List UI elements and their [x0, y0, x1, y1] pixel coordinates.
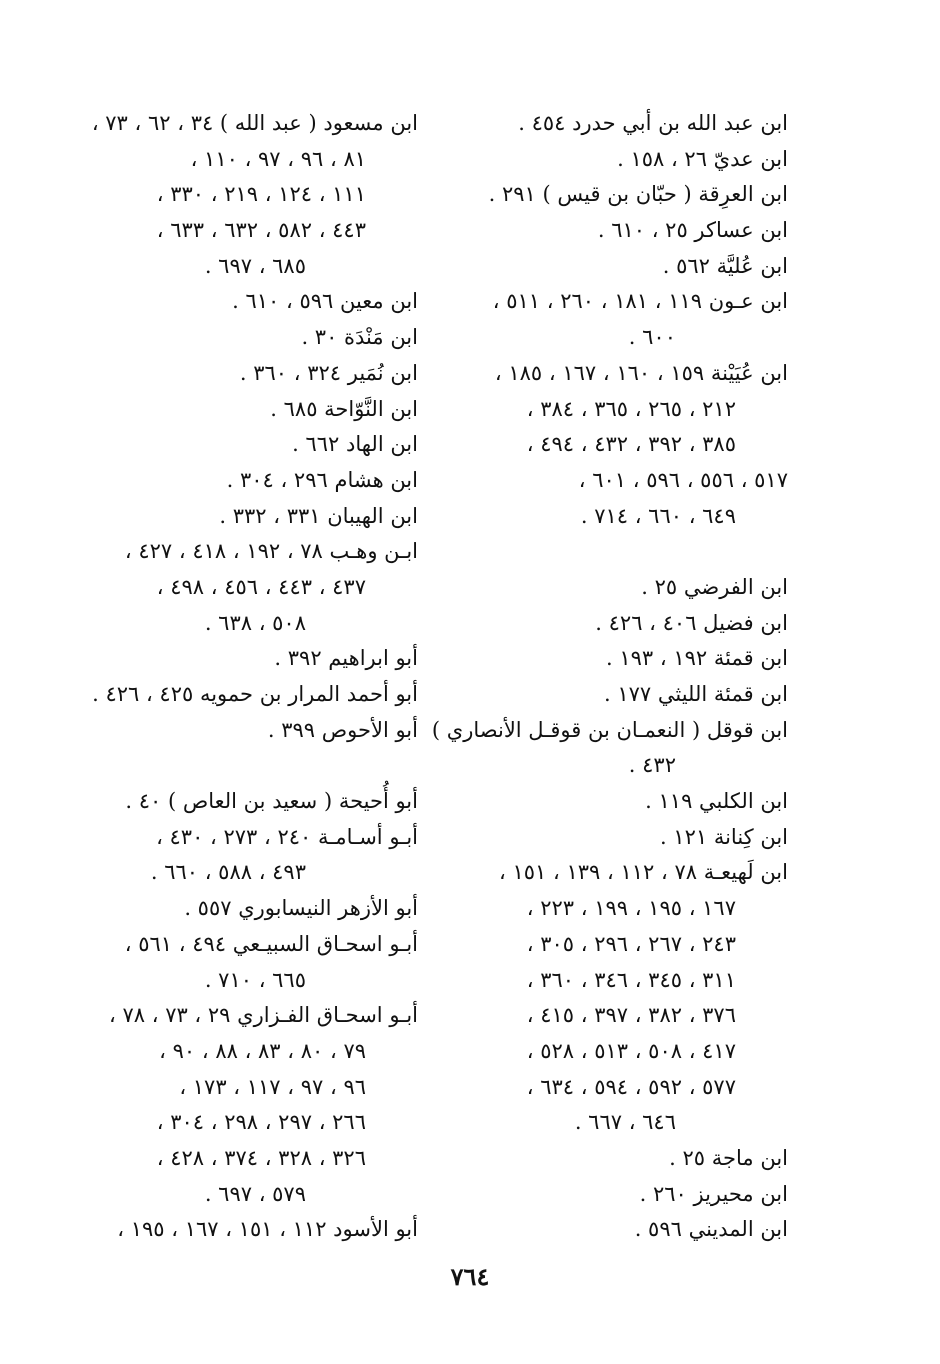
- index-entry-continuation: ٣١١ ، ٣٤٥ ، ٣٤٦ ، ٣٦٠ ،: [526, 967, 736, 992]
- index-entry-continuation: ٣٨٥ ، ٣٩٢ ، ٤٣٢ ، ٤٩٤ ،: [526, 432, 736, 457]
- index-entry-continuation: ٣٢٦ ، ٣٢٨ ، ٣٧٤ ، ٤٢٨ ،: [156, 1145, 366, 1170]
- index-entry-continuation: ٤٣٢ .: [628, 753, 676, 778]
- index-entry-continuation: ١١١ ، ١٢٤ ، ٢١٩ ، ٣٣٠ ،: [156, 182, 366, 207]
- index-entry: أبو أُحيحة ( سعيد بن العاص ) ٤٠ .: [125, 789, 418, 814]
- index-entry: ابن العرِقة ( حبّان بن قيس ) ٢٩١ .: [488, 182, 788, 207]
- index-entry: ابن معين ٥٩٦ ، ٦١٠ .: [232, 289, 418, 314]
- index-entry: أبو الأسود ١١٢ ، ١٥١ ، ١٦٧ ، ١٩٥ ،: [117, 1217, 418, 1242]
- index-entry: ابن قمئة ١٩٢ ، ١٩٣ .: [606, 646, 788, 671]
- index-spacer: [453, 534, 788, 570]
- index-entry-continuation: ٧٩ ، ٨٠ ، ٨٣ ، ٨٨ ، ٩٠ ،: [159, 1038, 366, 1063]
- index-entry: ابن هشام ٢٩٦ ، ٣٠٤ .: [226, 467, 418, 492]
- index-entry: ابن عساكر ٢٥ ، ٦١٠ .: [597, 218, 788, 243]
- index-entry: أبو ابراهيم ٣٩٢ .: [274, 646, 418, 671]
- index-entry: ابن قوقل ( النعمـان بن قوقـل الأنصاري ): [431, 717, 788, 742]
- index-entry-continuation: ٥١٧ ، ٥٥٦ ، ٥٩٦ ، ٦٠١ ،: [578, 467, 788, 492]
- index-entry: ابن قمئة الليثي ١٧٧ .: [603, 682, 788, 706]
- index-entry-continuation: ١٦٧ ، ١٩٥ ، ١٩٩ ، ٢٢٣ ،: [526, 896, 736, 921]
- index-entry: أبـو أسـامـة ٢٤٠ ، ٢٧٣ ، ٤٣٠ ،: [156, 824, 418, 849]
- index-entry-continuation: ٨١ ، ٩٦ ، ٩٧ ، ١١٠ ،: [190, 146, 366, 171]
- index-entry: أبو الأحوص ٣٩٩ .: [267, 717, 418, 742]
- index-entry: ابن ماجة ٢٥ .: [669, 1145, 788, 1170]
- index-entry-continuation: ٥٠٨ ، ٦٣٨ .: [204, 610, 306, 635]
- index-entry-continuation: ٢١٢ ، ٢٦٥ ، ٣٦٥ ، ٣٨٤ ،: [526, 396, 736, 421]
- index-entry: ابن النَّوّاحة ٦٨٥ .: [270, 396, 418, 421]
- index-entry: ابن الهاد ٦٦٢ .: [292, 432, 418, 457]
- index-entry: ابن الهيبان ٣٣١ ، ٣٣٢ .: [219, 503, 418, 528]
- index-column-right: [431, 106, 788, 1248]
- index-entry: ابن مسعود ( عبد الله ) ٣٤ ، ٦٢ ، ٧٣ ،: [91, 111, 418, 135]
- index-entry: أبو الأزهر النيسابوري ٥٥٧ .: [184, 896, 418, 921]
- index-entry: ابن لَهيعـة ٧٨ ، ١١٢ ، ١٣٩ ، ١٥١ ،: [499, 860, 788, 885]
- index-entry: ابن نُمَير ٣٢٤ ، ٣٦٠ .: [239, 360, 418, 385]
- index-entry: ابن عُليَّة ٥٦٢ .: [662, 253, 788, 278]
- index-spacer: [93, 748, 418, 784]
- index-entry-continuation: ٤٤٣ ، ٥٨٢ ، ٦٣٢ ، ٦٣٣ ،: [156, 218, 366, 243]
- page-number: ٧٦٤: [450, 1262, 490, 1291]
- index-entry: ابن الكلبي ١١٩ .: [645, 789, 788, 814]
- index-entry: ابن عديّ ٢٦ ، ١٥٨ .: [617, 146, 788, 171]
- index-entry-continuation: ٦٤٦ ، ٦٦٧ .: [574, 1110, 676, 1135]
- index-entry: أبـو اسحـاق الفـزاري ٢٩ ، ٧٣ ، ٧٨ ،: [109, 1003, 418, 1028]
- index-entry-continuation: ٥٧٧ ، ٥٩٢ ، ٥٩٤ ، ٦٣٤ ،: [526, 1074, 736, 1099]
- index-entry-continuation: ٦٦٥ ، ٧١٠ .: [204, 967, 306, 992]
- index-entry: ابن محيريز ٢٦٠ .: [639, 1181, 788, 1206]
- index-entry: ابن الفرضي ٢٥ .: [641, 574, 788, 599]
- index-entry-continuation: ٢٤٣ ، ٢٦٧ ، ٢٩٦ ، ٣٠٥ ،: [526, 931, 736, 956]
- index-entry-continuation: ٦٨٥ ، ٦٩٧ .: [204, 253, 306, 278]
- index-entry: ابن عـون ١١٩ ، ١٨١ ، ٢٦٠ ، ٥١١ ،: [492, 289, 788, 314]
- index-entry-continuation: ٤١٧ ، ٥٠٨ ، ٥١٣ ، ٥٢٨ ،: [526, 1038, 736, 1063]
- index-entry: أبو أحمد المرار بن حمويه ٤٢٥ ، ٤٢٦ .: [92, 682, 418, 706]
- index-entry-continuation: ٣٧٦ ، ٣٨٢ ، ٣٩٧ ، ٤١٥ ،: [526, 1003, 736, 1028]
- index-entry-continuation: ٤٣٧ ، ٤٤٣ ، ٤٥٦ ، ٤٩٨ ،: [156, 574, 366, 599]
- index-entry-continuation: ٤٩٣ ، ٥٨٨ ، ٦٦٠ .: [150, 860, 306, 885]
- index-entry: أبـو اسحـاق السبيـعي ٤٩٤ ، ٥٦١ ،: [124, 931, 418, 956]
- index-column-left: [93, 106, 418, 1248]
- index-entry: ابن عُيَيْنة ١٥٩ ، ١٦٠ ، ١٦٧ ، ١٨٥ ،: [494, 360, 788, 385]
- index-entry: ابن المديني ٥٩٦ .: [634, 1217, 788, 1242]
- index-entry: ابن عبد الله بن أبي حدرد ٤٥٤ .: [518, 111, 788, 135]
- index-entry: ابن مَنْدَة ٣٠ .: [301, 325, 418, 350]
- index-entry-continuation: ٩٦ ، ٩٧ ، ١١٧ ، ١٧٣ ،: [179, 1074, 366, 1099]
- index-entry: ابن كِنانة ١٢١ .: [659, 824, 788, 849]
- index-entry-continuation: ٦٤٩ ، ٦٦٠ ، ٧١٤ .: [580, 503, 736, 528]
- index-entry: ابـن وهـب ٧٨ ، ١٩٢ ، ٤١٨ ، ٤٢٧ ،: [124, 539, 418, 564]
- index-entry-continuation: ٥٧٩ ، ٦٩٧ .: [204, 1181, 306, 1206]
- index-entry-continuation: ٦٠٠ .: [628, 325, 676, 350]
- index-entry: ابن فضيل ٤٠٦ ، ٤٢٦ .: [595, 610, 788, 635]
- index-entry-continuation: ٢٦٦ ، ٢٩٧ ، ٢٩٨ ، ٣٠٤ ،: [156, 1110, 366, 1135]
